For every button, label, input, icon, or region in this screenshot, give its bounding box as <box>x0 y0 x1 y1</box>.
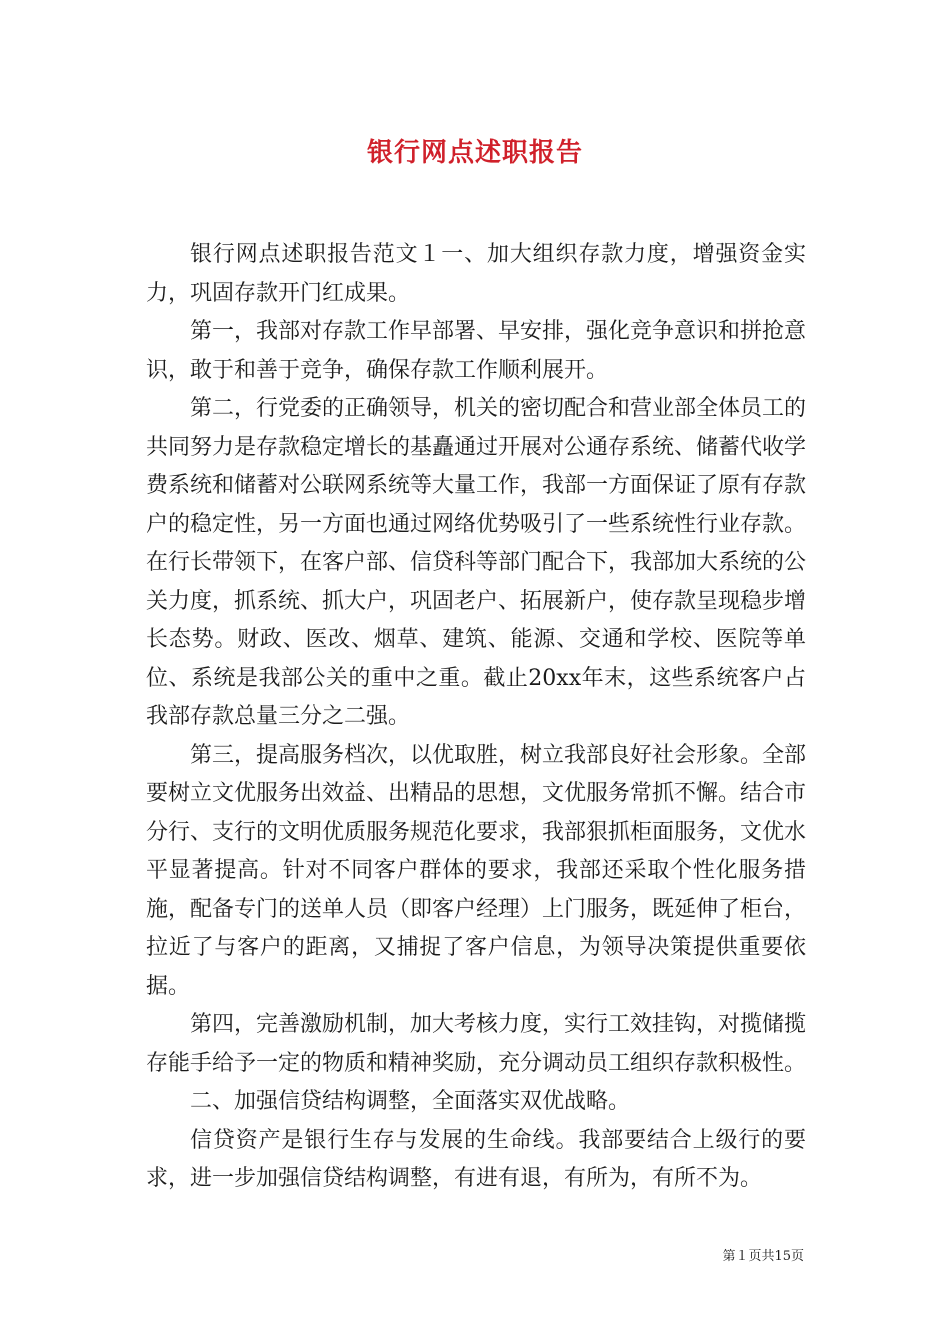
paragraph: 第一，我部对存款工作早部署、早安排，强化竞争意识和拼抢意识，敢于和善于竞争，确保存款工作顺利展开。 <box>146 319 807 383</box>
paragraph: 银行网点述职报告范文１一、加大组织存款力度，增强资金实力，巩固存款开门红成果。 <box>146 242 806 306</box>
page-number-footer: 第１页共15页 <box>722 1249 804 1264</box>
paragraph: 第二，行党委的正确领导，机关的密切配合和营业部全体员工的共同努力是存款稳定增长的基矗通过开展对公通存系统、储蓄代收学费系统和储蓄对公联网系统等大量工作，我部一方面保证了原有存款户的稳定性，另一方面也通过网络优势吸引了一些系统性行业存款。在行长带领下，在客户部、信贷科等部门配合下，我部加大系统的公关力度，抓系统、抓大户，巩固老户、拓展新户，使存款呈现稳步增长态势。财政、医改、烟草、建筑、能源、交通和学校、医院等单位、系统是我部公关的重中之重。截止20xx年末，这些系统客户占我部存款总量三分之二强。 <box>146 396 807 729</box>
document-title: 银行网点述职报告 <box>366 138 583 168</box>
paragraph: 信贷资产是银行生存与发展的生命线。我部要结合上级行的要求，进一步加强信贷结构调整，有进有退，有所为，有所不为。 <box>146 1127 806 1191</box>
paragraph: 二、加强信贷结构调整，全面落实双优战略。 <box>190 1089 631 1114</box>
paragraph: 第三，提高服务档次，以优取胜，树立我部良好社会形象。全部要树立文优服务出效益、出精品的思想，文优服务常抓不懈。结合市分行、支行的文明优质服务规范化要求，我部狠抓柜面服务，文优水平显著提高。针对不同客户群体的要求，我部还采取个性化服务措施，配备专门的送单人员（即客户经理）上门服务，既延伸了柜台，拉近了与客户的距离，又捕捉了客户信息，为领导决策提供重要依据。 <box>146 742 807 999</box>
paragraph: 第四，完善激励机制，加大考核力度，实行工效挂钩，对揽储揽存能手给予一定的物质和精神奖励，充分调动员工组织存款积极性。 <box>146 1012 807 1076</box>
document-body <box>146 236 806 1199</box>
